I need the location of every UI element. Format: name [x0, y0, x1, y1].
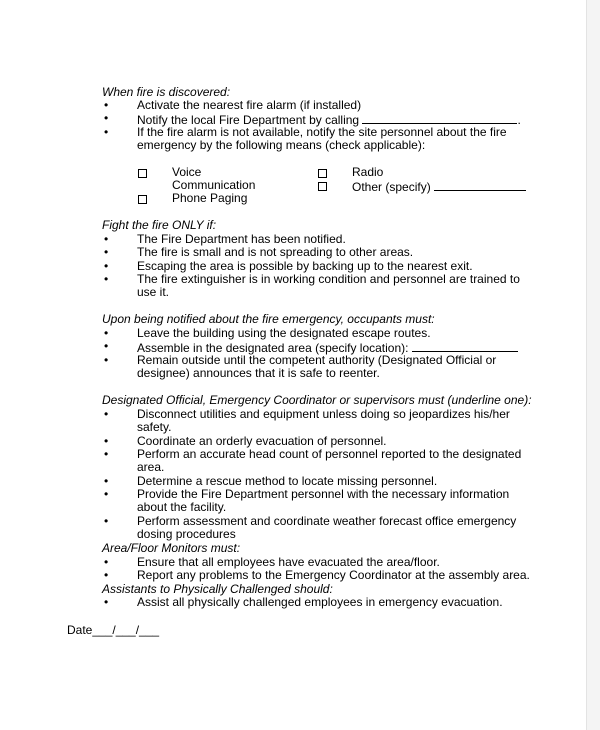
bullet: •	[104, 232, 109, 246]
list-item-text: The Fire Department has been notified.	[137, 232, 346, 246]
bullet: •	[104, 98, 109, 112]
other-specify-blank[interactable]	[434, 179, 526, 191]
bullet: •	[104, 447, 109, 461]
bullet: •	[104, 487, 109, 501]
bullet: •	[104, 326, 109, 340]
bullet: •	[104, 259, 109, 273]
list-item-text: Escaping the area is possible by backing up to the nearest exit.	[137, 259, 473, 273]
list-item-text: Report any problems to the Emergency Coordinator at the assembly area.	[137, 568, 530, 582]
other-specify-line	[352, 179, 526, 194]
bullet: •	[104, 434, 109, 448]
assemble-area-text: Assemble in the designated area (specify location):	[137, 341, 409, 355]
list-item-text: Perform assessment and coordinate weather forecast office emergency dosing procedures	[137, 514, 517, 542]
bullet: •	[104, 245, 109, 259]
list-item-text: Leave the building using the designated escape routes.	[137, 326, 431, 340]
bullet: •	[104, 272, 109, 286]
phone-paging-label: Phone Paging	[172, 191, 248, 205]
section-heading-officials: Designated Official, Emergency Coordinator or supervisors must (underline one):	[102, 393, 532, 407]
bullet: •	[104, 353, 109, 367]
voice-label: Voice	[172, 165, 202, 179]
bullet: •	[104, 568, 109, 582]
bullet: •	[104, 407, 109, 421]
bullet: •	[104, 125, 109, 139]
other-checkbox[interactable]	[318, 182, 327, 191]
radio-checkbox[interactable]	[318, 169, 327, 178]
voice-checkbox[interactable]	[138, 169, 147, 178]
list-item-text: Activate the nearest fire alarm (if installed)	[137, 98, 362, 112]
list-item-text: Coordinate an orderly evacuation of personnel.	[137, 434, 387, 448]
list-item-text: Perform an accurate head count of personnel reported to the designated area.	[137, 447, 522, 475]
bullet: •	[104, 514, 109, 528]
other-label: Other (specify)	[352, 180, 431, 194]
trailing-period: .	[517, 113, 521, 127]
phone-paging-checkbox[interactable]	[138, 195, 147, 204]
list-item-text: Provide the Fire Department personnel with the necessary information about the facility.	[137, 487, 510, 515]
bullet: •	[104, 339, 109, 353]
date-field[interactable]: Date___/___/___	[67, 623, 160, 637]
list-item-text: If the fire alarm is not available, notify the site personnel about the fire emergency by the following means (check applicable):	[137, 125, 507, 153]
list-item-text: Determine a rescue method to locate missing personnel.	[137, 474, 438, 488]
section-heading-assistants: Assistants to Physically Challenged should:	[102, 582, 333, 596]
phone-number-blank[interactable]	[362, 112, 517, 124]
list-item-text: Ensure that all employees have evacuated the area/floor.	[137, 555, 440, 569]
bullet: •	[104, 555, 109, 569]
notify-fire-dept-text: Notify the local Fire Department by calling	[137, 113, 360, 127]
assembly-location-blank[interactable]	[412, 340, 518, 352]
section-heading-discover: When fire is discovered:	[102, 85, 231, 99]
bullet: •	[104, 595, 109, 609]
list-item-text: Assist all physically challenged employees in emergency evacuation.	[137, 595, 503, 609]
list-item-text: Remain outside until the competent authority (Designated Official or designee) announces that it is safe to reenter.	[137, 353, 497, 381]
radio-label: Radio	[352, 165, 384, 179]
list-item-text: Disconnect utilities and equipment unless doing so jeopardizes his/her safety.	[137, 407, 510, 435]
bullet: •	[104, 111, 109, 125]
list-item-text: The fire extinguisher is in working condition and personnel are trained to use it.	[137, 272, 520, 300]
section-heading-fight: Fight the fire ONLY if:	[102, 218, 217, 232]
list-item-text: The fire is small and is not spreading to other areas.	[137, 245, 414, 259]
section-heading-notified: Upon being notified about the fire emergency, occupants must:	[102, 312, 435, 326]
communication-label: Communication	[172, 178, 256, 192]
section-heading-monitors: Area/Floor Monitors must:	[102, 541, 241, 555]
bullet: •	[104, 474, 109, 488]
